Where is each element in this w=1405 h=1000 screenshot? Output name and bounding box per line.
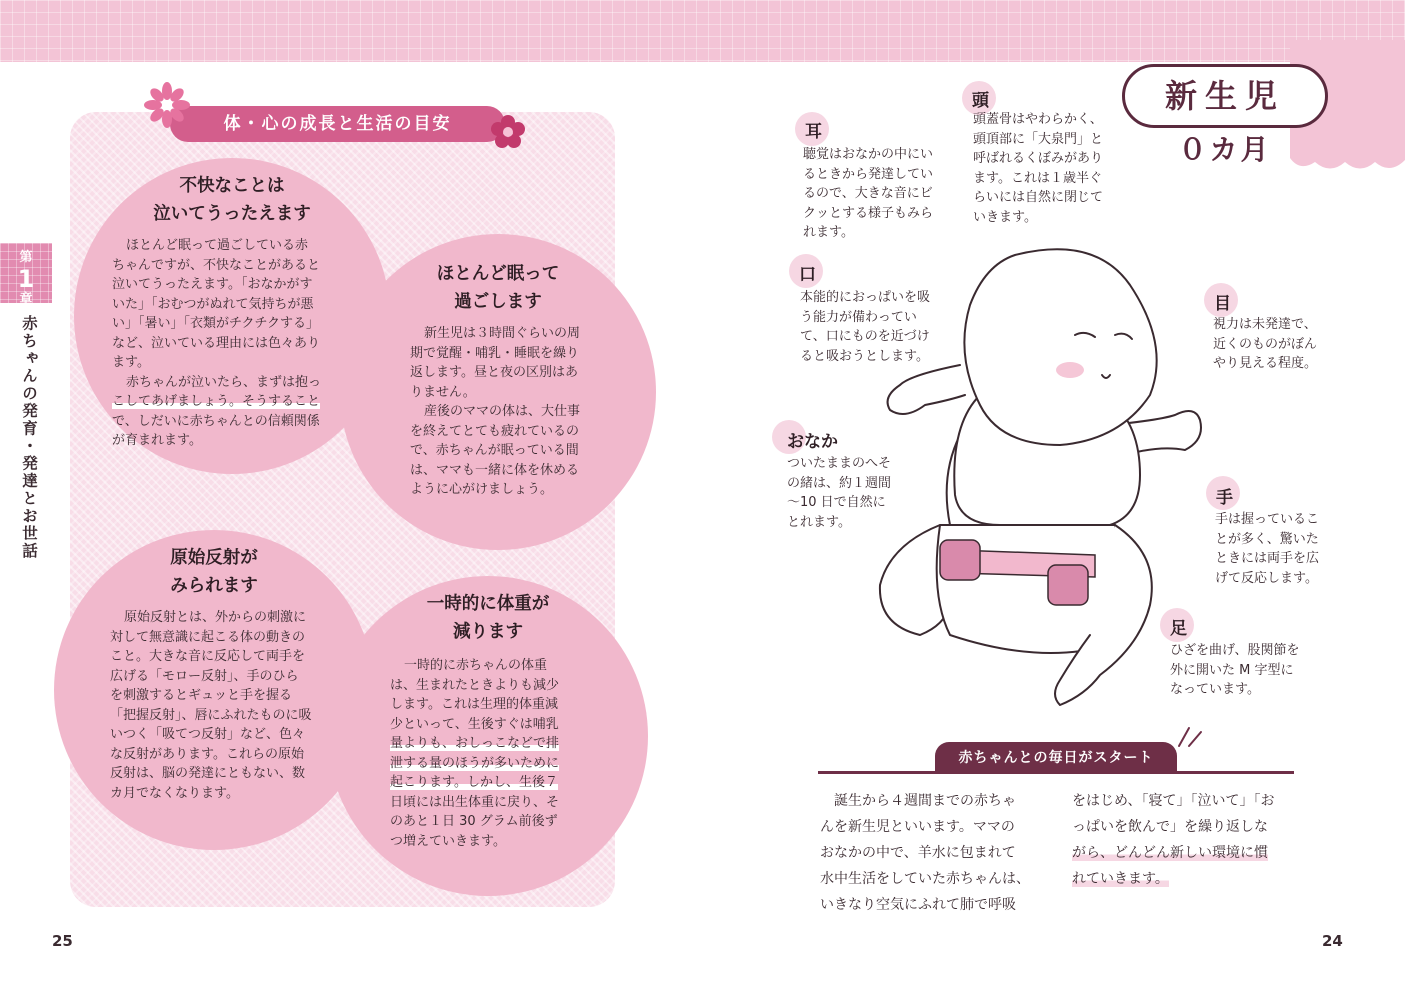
intro-text-column-1: 誕生から４週間までの赤ちゃ んを新生児といいます。ママの おなかの中で、羊水に包まれて 水中生活をしていた赤ちゃんは、 いきなり空気にふれて肺で呼吸 — [820, 793, 1030, 913]
topic-circle-weight — [328, 576, 648, 896]
section-ribbon: 体・心の成長と生活の目安 — [170, 106, 505, 142]
part-title-eye: 目 — [1214, 294, 1231, 314]
page-number-left: 25 — [52, 932, 73, 950]
chapter-prefix: 第 — [19, 250, 33, 265]
chapter-title: 赤ちゃんの発育・発達とお世話 — [20, 315, 38, 560]
part-body-ear: 聴覚はおなかの中にい るときから発達してい るので、大きな音にビ クッとする様子もみら れます。 — [803, 147, 934, 240]
age-subtitle: ０カ月 — [1178, 133, 1272, 166]
topic-body: 新生児は３時間ぐらいの周 期で覚醒・哺乳・睡眠を繰り 返します。昼と夜の区別はあ りません。 産後のママの体は、大仕事 を終えてとても疲れているの で、赤ちゃんが眠っている間 は、ママも一緒に体を休める ように心がけましょう。 — [410, 326, 581, 497]
topic-title: 一時的に体重が 減ります — [426, 594, 550, 642]
part-title-hand: 手 — [1216, 488, 1233, 508]
topic-body: 一時的に赤ちゃんの体重 は、生まれたときよりも減少 します。これは生理的体重減 少といって、生後すぐは哺乳 量よりも、おしっこなどで排 泄する量のほうが多いために 起こります。しかし、生後７ 日頃には出生体重に戻り、そ のあと１日 30 グラム前後ず つ増えていきます。 — [390, 658, 560, 849]
topic-circle-crying — [74, 158, 390, 474]
flower-icon-small — [488, 112, 528, 152]
part-title-head: 頭 — [972, 91, 989, 111]
part-body-eye: 視力は未発達で、 近くのものがぼん やり見える程度。 — [1213, 317, 1318, 371]
part-body-tummy: ついたままのへそ の緒は、約１週間 ～10 日で自然に とれます。 — [787, 456, 892, 530]
page-number-right: 24 — [1322, 932, 1343, 950]
topic-title: 原始反射が みられます — [170, 548, 258, 596]
topic-body: 原始反射とは、外からの刺激に 対して無意識に起こる体の動きの こと。大きな音に反応して両手を 広げる「モロー反射」、手のひら を刺激するとギュッと手を握る 「把握反射」、唇にふれたものに吸 いつく「吸てつ反射」など、色々 な反射があります。これらの原始 反射は、脳の発達にともない、数 カ月でなくなります。 — [110, 610, 312, 801]
intro-text-column-2: をはじめ、「寝て」「泣いて」「お っぱいを飲んで」を繰り返しな がら、どんどん新しい環境に慣 れていきます。 — [1072, 793, 1275, 887]
page-title: 新生児 — [1122, 64, 1328, 128]
part-body-hand: 手は握っているこ とが多く、驚いた ときには両手を広 げて反応します。 — [1215, 512, 1320, 586]
start-section-label: 赤ちゃんとの毎日がスタート — [935, 742, 1177, 774]
part-body-mouth: 本能的におっぱいを吸 う能力が備わってい て、口にものを近づけ ると吸おうとします。 — [800, 290, 931, 364]
topic-circle-reflex — [54, 530, 374, 850]
part-title-mouth: 口 — [799, 265, 816, 285]
flower-icon — [144, 82, 190, 128]
chapter-suffix: 章 — [19, 292, 33, 307]
chapter-tab — [0, 243, 52, 307]
topic-title: 不快なことは 泣いてうったえます — [153, 176, 311, 224]
chapter-number: 1 — [17, 265, 35, 293]
topic-title: ほとんど眠って 過ごします — [436, 264, 560, 312]
part-body-leg: ひざを曲げ、股関節を 外に開いた M 字型に なっています。 — [1170, 643, 1300, 697]
part-title-leg: 足 — [1170, 619, 1187, 639]
emphasis-marks-icon — [1175, 722, 1205, 748]
part-body-head: 頭蓋骨はやわらかく、 頭頂部に「大泉門」と 呼ばれるくぼみがあり ます。これは１歳半ぐ らいには自然に閉じて いきます。 — [973, 112, 1104, 225]
part-title-tummy: おなか — [787, 432, 838, 452]
topic-circle-sleep — [340, 234, 656, 550]
start-section-rule — [818, 771, 1294, 774]
part-title-ear: 耳 — [805, 122, 822, 142]
topic-body: ほとんど眠って過ごしている赤 ちゃんですが、不快なことがあると 泣いてうったえます。「おなかがす いた」「おむつがぬれて気持ちが悪 い」「暑い」「衣類がチクチクする」 など、泣いている理由には色々あり ます。 赤ちゃんが泣いたら、まずは抱っ こしてあげましょう。そうすること で、しだいに赤ちゃんとの信頼関係 が育まれます。 — [112, 238, 322, 448]
